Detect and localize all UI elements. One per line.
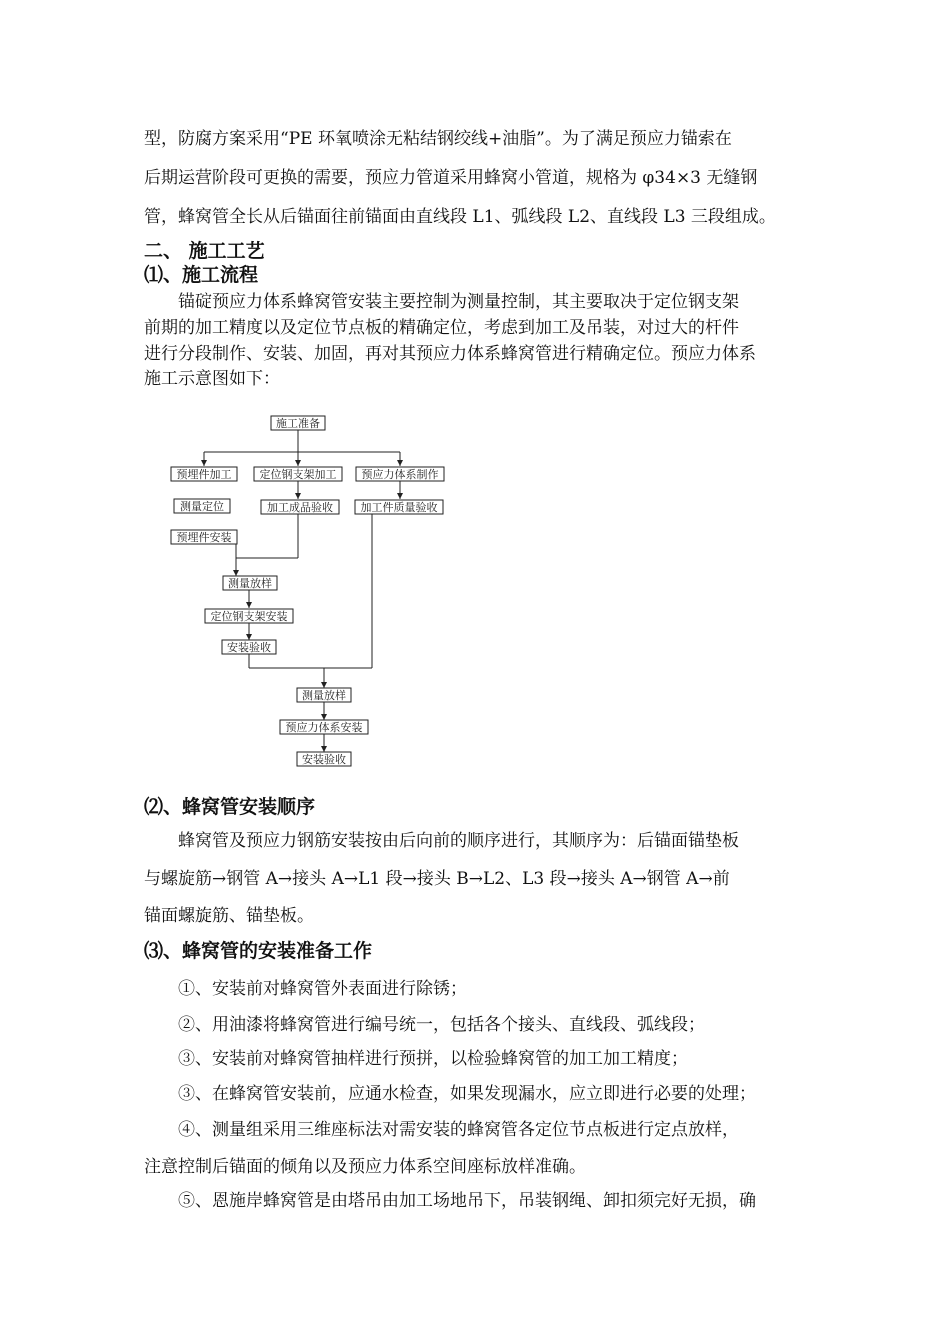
flow-line-4: 施工示意图如下：: [144, 369, 280, 389]
flow-node-prestress-installation: [280, 720, 368, 734]
flow-node-embed-installation-label: 预埋件安装: [176, 531, 232, 544]
flow-node-survey-stakeout-1: [223, 576, 277, 590]
flow-node-part-quality-acceptance-label: 加工件质量验收: [360, 501, 438, 514]
section-heading-construction-process: 二、 施工工艺: [144, 240, 265, 262]
prep-item-5-line-1: ④、测量组采用三维座标法对需安装的蜂窝管各定位节点板进行定点放样，: [178, 1120, 739, 1140]
flow-node-embed-processing: [171, 467, 237, 481]
flow-node-install-acceptance-2-label: 安装验收: [302, 753, 346, 766]
subheading-installation-order: ⑵、蜂窝管安装顺序: [144, 796, 316, 818]
intro-line-3: 管，蜂窝管全长从后锚面往前锚面由直线段 L1、弧线段 L2、直线段 L3 三段组成。: [144, 207, 776, 227]
flow-node-install-acceptance-1: [222, 640, 276, 654]
order-line-2: 与螺旋筋→钢管 A→接头 A→L1 段→接头 B→L2、L3 段→接头 A→钢管 A→前: [144, 869, 730, 889]
prep-item-4: ③、在蜂窝管安装前，应通水检查，如果发现漏水，应立即进行必要的处理；: [178, 1084, 756, 1104]
flow-line-3: 进行分段制作、安装、加固，再对其预应力体系蜂窝管进行精确定位。预应力体系: [144, 344, 756, 364]
flow-node-install-acceptance-1-label: 安装验收: [227, 641, 271, 654]
flow-node-bracket-processing-label: 定位钢支架加工: [259, 468, 337, 481]
subheading-preparation-work: ⑶、蜂窝管的安装准备工作: [144, 940, 373, 962]
flow-node-prep: [271, 416, 325, 430]
order-line-3: 锚面螺旋筋、锚垫板。: [144, 906, 314, 926]
flow-line-2: 前期的加工精度以及定位节点板的精确定位，考虑到加工及吊装，对过大的杆件: [144, 318, 739, 338]
flow-node-install-acceptance-2: [297, 752, 351, 766]
prep-item-5-line-2: 注意控制后锚面的倾角以及预应力体系空间座标放样准确。: [144, 1157, 586, 1177]
prep-item-6: ⑤、恩施岸蜂窝管是由塔吊由加工场地吊下，吊装钢绳、卸扣须完好无损，确: [178, 1191, 756, 1211]
flow-node-product-acceptance: [261, 500, 339, 514]
flow-node-survey-positioning: [174, 499, 230, 513]
flow-node-prep-label: 施工准备: [276, 417, 320, 430]
flow-line-1: 锚碇预应力体系蜂窝管安装主要控制为测量控制，其主要取决于定位钢支架: [178, 292, 739, 312]
flow-node-embed-installation: [171, 530, 237, 544]
intro-line-2: 后期运营阶段可更换的需要，预应力管道采用蜂窝小管道，规格为 φ34×3 无缝钢: [144, 168, 758, 188]
flow-node-part-quality-acceptance: [355, 500, 443, 514]
flow-node-survey-stakeout-2: [297, 688, 351, 702]
flow-node-bracket-installation-label: 定位钢支架安装: [210, 610, 288, 623]
flow-node-prestress-making-label: 预应力体系制作: [361, 468, 439, 481]
prep-item-2: ②、用油漆将蜂窝管进行编号统一，包括各个接头、直线段、弧线段；: [178, 1015, 705, 1035]
flow-node-survey-stakeout-1-label: 测量放样: [228, 577, 272, 590]
subheading-construction-flow: ⑴、施工流程: [144, 264, 259, 286]
flow-node-bracket-installation: [205, 609, 293, 623]
flow-node-product-acceptance-label: 加工成品验收: [267, 501, 333, 514]
prep-item-1: ①、安装前对蜂窝管外表面进行除锈；: [178, 979, 467, 999]
prep-item-3: ③、安装前对蜂窝管抽样进行预拼，以检验蜂窝管的加工加工精度；: [178, 1049, 688, 1069]
flow-node-prestress-installation-label: 预应力体系安装: [285, 721, 363, 734]
order-line-1: 蜂窝管及预应力钢筋安装按由后向前的顺序进行，其顺序为：后锚面锚垫板: [178, 831, 739, 851]
flow-node-survey-stakeout-2-label: 测量放样: [302, 689, 346, 702]
flow-node-prestress-making: [356, 467, 444, 481]
flow-node-survey-positioning-label: 测量定位: [180, 500, 224, 513]
intro-line-1: 型，防腐方案采用“PE 环氧喷涂无粘结钢绞线+油脂”。为了满足预应力锚索在: [144, 129, 732, 149]
flow-node-embed-processing-label: 预埋件加工: [176, 468, 232, 481]
flow-node-bracket-processing: [254, 467, 342, 481]
